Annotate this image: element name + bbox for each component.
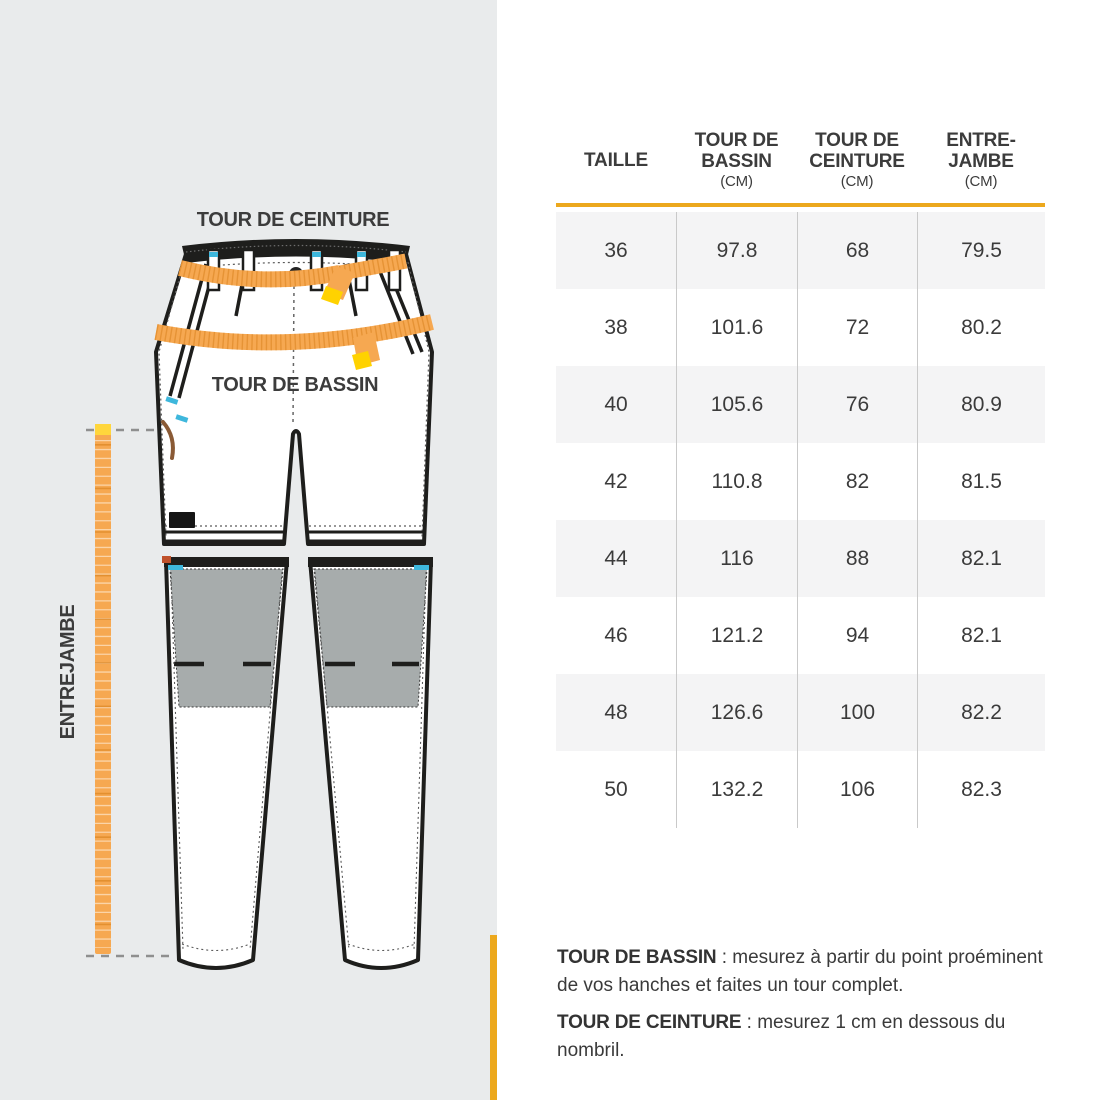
- hip-measure-label: TOUR DE BASSIN: [211, 374, 379, 396]
- inseam-measuring-tape-icon: [95, 424, 111, 954]
- col-header-taille: TAILLE: [584, 150, 648, 171]
- table-row: 44 116 88 82.1: [556, 520, 1045, 597]
- table-row: 36 97.8 68 79.5: [556, 212, 1045, 289]
- note-tour-de-bassin: TOUR DE BASSIN : mesurez à partir du point proéminent de vos hanches et faites un tour complet.: [557, 947, 1043, 996]
- table-row: 50 132.2 106 82.3: [556, 751, 1045, 828]
- brand-label-patch: [169, 512, 195, 528]
- col-header-tour-de-ceinture: TOUR DE CEINTURE (CM): [809, 130, 905, 190]
- col-header-entre-jambe: ENTRE- JAMBE (CM): [946, 130, 1016, 190]
- waist-measure-label: TOUR DE CEINTURE: [196, 209, 390, 231]
- pants-diagram: [0, 0, 497, 1100]
- accent-bar: [490, 935, 497, 1100]
- table-header-row: [556, 118, 1045, 207]
- col-header-tour-de-bassin: TOUR DE BASSIN (CM): [694, 130, 779, 190]
- table-row: 46 121.2 94 82.1: [556, 597, 1045, 674]
- lower-legs: [162, 556, 433, 968]
- table-row: 42 110.8 82 81.5: [556, 443, 1045, 520]
- inseam-measure-label: ENTREJAMBE: [57, 604, 79, 740]
- measurement-notes: [557, 944, 1049, 1074]
- table-row: 48 126.6 100 82.2: [556, 674, 1045, 751]
- size-table: [556, 118, 1045, 828]
- table-row: 38 101.6 72 80.2: [556, 289, 1045, 366]
- table-row: 40 105.6 76 80.9: [556, 366, 1045, 443]
- diagram-panel: [0, 0, 497, 1100]
- note-tour-de-ceinture: TOUR DE CEINTURE : mesurez 1 cm en dessous du nombril.: [557, 1012, 1006, 1061]
- table-body: [556, 212, 1045, 828]
